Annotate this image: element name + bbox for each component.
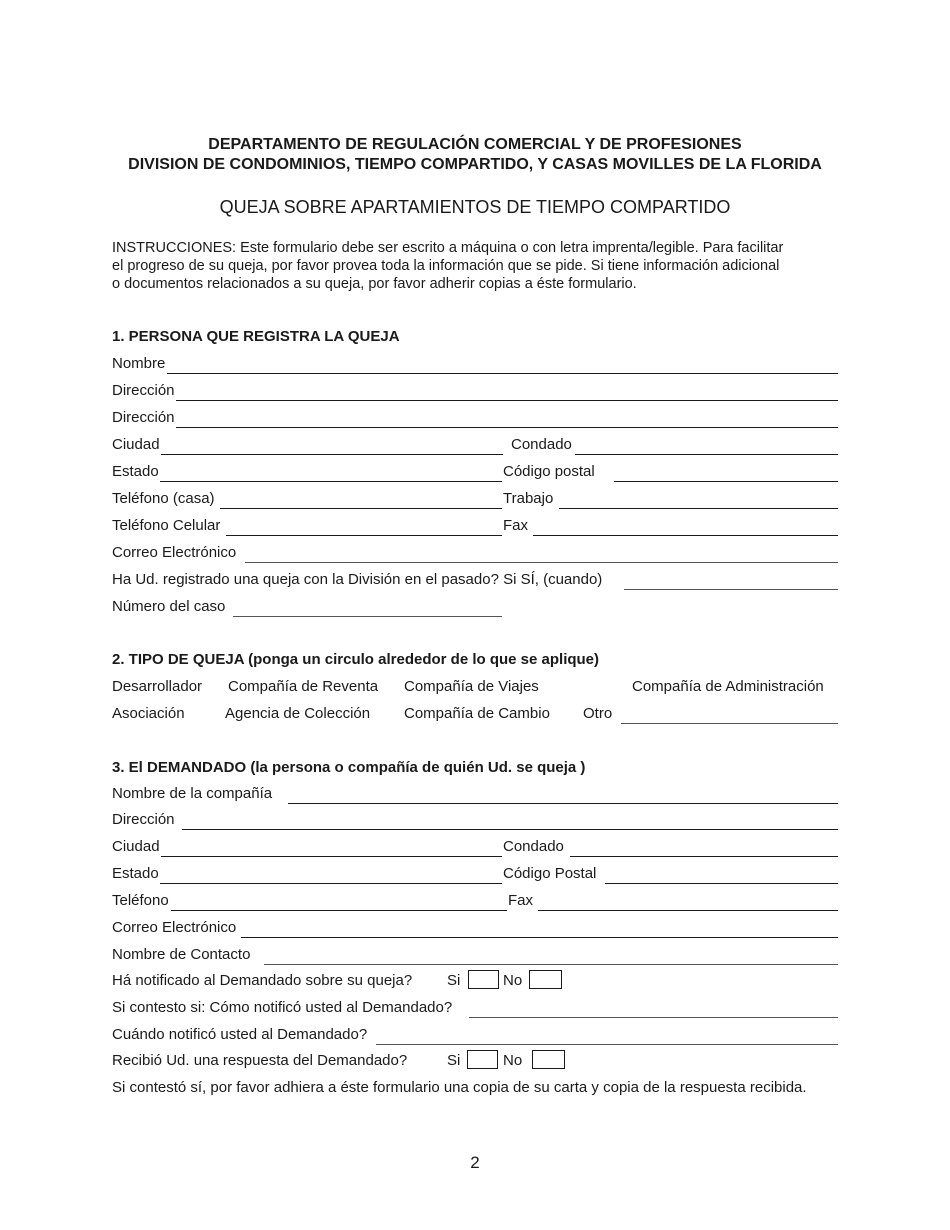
cell-phone-field[interactable]: [226, 535, 502, 536]
response-yes-checkbox[interactable]: [467, 1050, 498, 1069]
notified-yes-label: Si: [447, 972, 461, 989]
respondent-fax-label: Fax: [508, 892, 534, 909]
contact-name-row: [112, 946, 838, 968]
how-notified-field[interactable]: [469, 1017, 838, 1018]
address-field-2[interactable]: [176, 427, 838, 428]
address-label-2: Dirección: [112, 409, 175, 426]
notified-no-checkbox[interactable]: [529, 970, 562, 989]
respondent-phone-field[interactable]: [171, 910, 507, 911]
address-field-1[interactable]: [176, 400, 838, 401]
instructions: [112, 239, 842, 293]
case-number-label: Número del caso: [112, 598, 226, 615]
respondent-state-row: [112, 865, 838, 887]
complainant-city-row: [112, 436, 838, 458]
response-received-row: [112, 1052, 838, 1074]
work-phone-field[interactable]: [559, 508, 838, 509]
notified-no-label: No: [503, 972, 523, 989]
email-label: Correo Electrónico: [112, 544, 237, 561]
respondent-phone-row: [112, 892, 838, 914]
company-name-field[interactable]: [288, 803, 838, 804]
closing-note-row: [112, 1079, 872, 1101]
county-field[interactable]: [575, 454, 838, 455]
respondent-address-label: Dirección: [112, 811, 175, 828]
response-no-label: No: [503, 1052, 523, 1069]
instructions-line-3: o documentos relacionados a su queja, por favor adherir copias a éste formulario.: [112, 276, 637, 292]
instructions-line-2: el progreso de su queja, por favor provea toda la información que se pide. Si tiene información adicional: [112, 258, 780, 274]
complainant-email-row: [112, 544, 838, 566]
response-question: Recibió Ud. una respuesta del Demandado?: [112, 1052, 408, 1069]
respondent-email-label: Correo Electrónico: [112, 919, 237, 936]
complainant-cell-row: [112, 517, 838, 539]
respondent-city-field[interactable]: [161, 856, 502, 857]
option-collection-agency[interactable]: Agencia de Colección: [225, 705, 371, 722]
page-number: 2: [470, 1153, 480, 1172]
respondent-city-row: [112, 838, 838, 860]
state-label: Estado: [112, 463, 159, 480]
respondent-phone-label: Teléfono: [112, 892, 169, 909]
option-resale-company[interactable]: Compañía de Reventa: [228, 678, 379, 695]
option-travel-company[interactable]: Compañía de Viajes: [404, 678, 539, 695]
respondent-company-row: [112, 785, 838, 807]
fax-field[interactable]: [533, 535, 838, 536]
option-developer[interactable]: Desarrollador: [112, 678, 203, 695]
respondent-city-label: Ciudad: [112, 838, 160, 855]
section-1-heading: 1. PERSONA QUE REGISTRA LA QUEJA: [112, 328, 400, 345]
case-number-field[interactable]: [233, 616, 502, 617]
form-title: QUEJA SOBRE APARTAMIENTOS DE TIEMPO COMPARTIDO: [219, 197, 731, 217]
section-2-heading: 2. TIPO DE QUEJA (ponga un circulo alrededor de lo que se aplique): [112, 651, 600, 668]
how-notified-label: Si contesto si: Cómo notificó usted al Demandado?: [112, 999, 453, 1016]
notified-question: Há notificado al Demandado sobre su queja?: [112, 972, 413, 989]
home-phone-label: Teléfono (casa): [112, 490, 215, 507]
respondent-state-field[interactable]: [160, 883, 502, 884]
complainant-address-row-1: [112, 382, 838, 404]
respondent-address-field[interactable]: [182, 829, 838, 830]
option-exchange-company[interactable]: Compañía de Cambio: [404, 705, 550, 722]
notified-row: [112, 972, 838, 994]
response-yes-label: Si: [447, 1052, 461, 1069]
work-phone-label: Trabajo: [503, 490, 554, 507]
division-heading: DIVISION DE CONDOMINIOS, TIEMPO COMPARTIDO, Y CASAS MOVILLES DE LA FLORIDA: [128, 156, 822, 173]
contact-name-field[interactable]: [264, 964, 838, 965]
option-other[interactable]: Otro: [583, 705, 613, 722]
respondent-fax-field[interactable]: [538, 910, 838, 911]
respondent-county-label: Condado: [503, 838, 564, 855]
respondent-zip-label: Código Postal: [503, 865, 597, 882]
previous-complaint-field[interactable]: [624, 589, 838, 590]
complainant-state-row: [112, 463, 838, 485]
respondent-email-field[interactable]: [241, 937, 838, 938]
respondent-state-label: Estado: [112, 865, 159, 882]
complainant-address-row-2: [112, 409, 838, 431]
name-label: Nombre: [112, 355, 166, 372]
company-name-label: Nombre de la compañía: [112, 785, 273, 802]
department-heading: DEPARTAMENTO DE REGULACIÓN COMERCIAL Y DE PROFESIONES: [208, 136, 742, 153]
previous-complaint-row: [112, 571, 838, 593]
instructions-line-1: INSTRUCCIONES: Este formulario debe ser escrito a máquina o con letra imprenta/legible. Para facilitar: [112, 240, 784, 256]
other-field[interactable]: [621, 723, 838, 724]
fax-label: Fax: [503, 517, 529, 534]
city-label: Ciudad: [112, 436, 160, 453]
address-label-1: Dirección: [112, 382, 175, 399]
notified-yes-checkbox[interactable]: [468, 970, 499, 989]
city-field[interactable]: [161, 454, 503, 455]
zip-label: Código postal: [503, 463, 595, 480]
how-notified-row: [112, 999, 838, 1021]
response-no-checkbox[interactable]: [532, 1050, 565, 1069]
state-field[interactable]: [160, 481, 502, 482]
case-number-row: [112, 598, 838, 620]
county-label: Condado: [511, 436, 572, 453]
name-field[interactable]: [167, 373, 838, 374]
complainant-home-phone-row: [112, 490, 838, 512]
respondent-email-row: [112, 919, 838, 941]
closing-note: Si contestó sí, por favor adhiera a éste formulario una copia de su carta y copia de la respuesta recibida.: [112, 1079, 807, 1096]
respondent-address-row: [112, 811, 838, 833]
previous-complaint-label: Ha Ud. registrado una queja con la División en el pasado? Si SÍ, (cuando): [112, 571, 603, 588]
option-association[interactable]: Asociación: [112, 705, 185, 722]
when-notified-label: Cuándo notificó usted al Demandado?: [112, 1026, 368, 1043]
when-notified-row: [112, 1026, 838, 1048]
respondent-county-field[interactable]: [570, 856, 838, 857]
complainant-name-row: [112, 355, 838, 377]
email-field[interactable]: [245, 562, 838, 563]
respondent-zip-field[interactable]: [605, 883, 838, 884]
zip-field[interactable]: [614, 481, 838, 482]
home-phone-field[interactable]: [220, 508, 502, 509]
cell-phone-label: Teléfono Celular: [112, 517, 221, 534]
section-3-heading: 3. El DEMANDADO (la persona o compañía de quién Ud. se queja ): [112, 759, 586, 776]
contact-name-label: Nombre de Contacto: [112, 946, 251, 963]
option-management-company[interactable]: Compañía de Administración: [632, 678, 824, 695]
when-notified-field[interactable]: [376, 1044, 838, 1045]
